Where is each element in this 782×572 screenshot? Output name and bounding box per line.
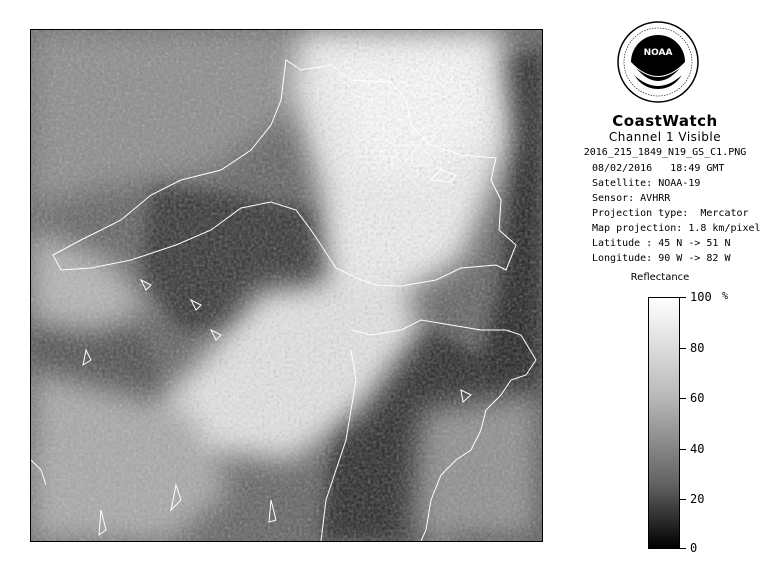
longitude-label: Longitude: 90 W -> 82 W (592, 253, 731, 264)
colorbar-tick (680, 348, 686, 349)
reflectance-colorbar (648, 297, 680, 549)
colorbar-tick (680, 449, 686, 450)
colorbar-tick (680, 548, 686, 549)
app-title: CoastWatch (612, 112, 718, 130)
colorbar-tick-label: 20 (690, 492, 705, 506)
satellite-label: Satellite: NOAA-19 (592, 178, 701, 189)
channel-subtitle: Channel 1 Visible (608, 130, 722, 144)
sensor-label: Sensor: AVHRR (592, 193, 671, 204)
datetime-label: 08/02/2016 18:49 GMT (592, 163, 725, 174)
svg-text:NOAA: NOAA (643, 48, 673, 58)
colorbar-tick-label: 0 (690, 541, 698, 555)
colorbar-tick-label: 60 (690, 391, 705, 405)
noaa-logo (616, 20, 700, 104)
satellite-image (30, 29, 543, 542)
colorbar-tick (680, 297, 686, 298)
satellite-svg (31, 30, 542, 541)
filename-label: 2016_215_1849_N19_GS_C1.PNG (583, 147, 747, 158)
colorbar-unit: % (722, 291, 729, 302)
colorbar-tick-label: 100 (690, 290, 712, 304)
noaa-logo-svg (616, 20, 700, 104)
colorbar-tick-label: 80 (690, 341, 705, 355)
projection-type-label: Projection type: Mercator (592, 208, 749, 219)
texture (31, 30, 542, 541)
colorbar-tick (680, 499, 686, 500)
map-projection-label: Map projection: 1.8 km/pixel (592, 223, 761, 234)
colorbar-tick (680, 398, 686, 399)
colorbar-tick-label: 40 (690, 442, 705, 456)
colorbar-title: Reflectance (630, 272, 690, 283)
latitude-label: Latitude : 45 N -> 51 N (592, 238, 731, 249)
